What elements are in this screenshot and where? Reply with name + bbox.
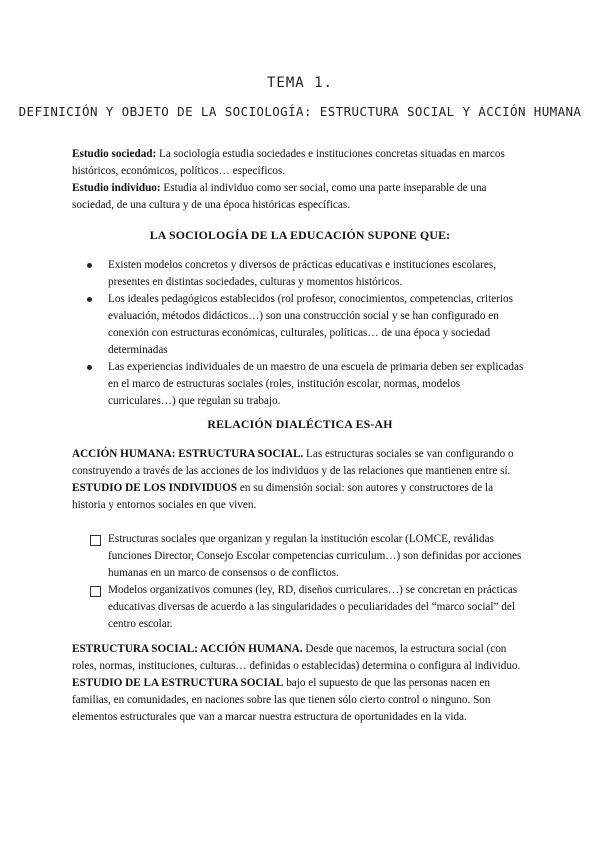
estudio-estructura-paragraph <box>72 675 528 726</box>
section1-heading: LA SOCIOLOGÍA DE LA EDUCACIÓN SUPONE QUE: <box>149 228 451 242</box>
section2-heading: RELACIÓN DIALÉCTICA ES-AH <box>207 417 393 431</box>
bullet-item <box>70 359 526 410</box>
bullet-item <box>70 257 526 291</box>
title-line-1: TEMA 1. <box>266 75 333 91</box>
bullet-dot-icon <box>87 263 92 268</box>
bullet-text: Los ideales pedagógicos establecidos (rol profesor, conocimientos, competencias, criterios evaluación, métodos didácticos…) son una construcción social y se han configurado en conexión con estructuras económicas, culturales, políticas… de una época y sociedad determinadas <box>108 293 513 356</box>
checklist-text: Estructuras sociales que organizan y regulan la institución escolar (LOMCE, reválidas funciones Director, Consejo Escolar competencias curriculum…) son definidas por acciones humanas en un marco de consensos o de conflictos. <box>108 533 522 579</box>
sociedad-label: Estudio sociedad: <box>72 148 157 160</box>
estudio-estructura-label: ESTUDIO DE LA ESTRUCTURA SOCIAL <box>72 677 284 689</box>
checklist-text: Modelos organizativos comunes (ley, RD, diseños curriculares…) se concretan en prácticas educativas diversas de acuerdo a las singularidades o peculiaridades del “marco social” del centro escolar. <box>108 584 518 630</box>
individuo-label: Estudio individuo: <box>72 182 161 194</box>
estudio-estructura-text: bajo el supuesto de que las personas nacen en familias, en comunidades, en naciones sobre las que tienen sólo cierto control o ninguno. Son elementos estructurales que van a marcar nuestra estructura de oportunidades en la vida. <box>72 677 491 723</box>
section1-bullets <box>70 257 526 410</box>
checkbox-icon <box>90 586 101 597</box>
accion-text: Las estructuras sociales se van configurando o construyendo a través de las acciones de los individuos y de las relaciones que mantienen entre sí. <box>72 448 514 477</box>
estudio-individuos-paragraph <box>72 480 528 514</box>
estructura-text: Desde que nacemos, la estructura social (con roles, normas, instituciones, culturas… definidas o establecidas) determina o configura al individuo. <box>72 643 521 672</box>
bullet-dot-icon <box>87 297 92 302</box>
estudio-individuos-label: ESTUDIO DE LOS INDIVIDUOS <box>72 482 238 494</box>
estudio-individuos-text: en su dimensión social: son autores y constructores de la historia y entornos sociales en que viven. <box>72 482 494 511</box>
accion-block <box>72 446 528 514</box>
estructura-label: ESTRUCTURA SOCIAL: ACCIÓN HUMANA. <box>72 643 303 655</box>
accion-label: ACCIÓN HUMANA: ESTRUCTURA SOCIAL. <box>72 448 304 460</box>
checklist <box>90 531 526 633</box>
intro-block <box>72 146 528 214</box>
bullet-item <box>70 291 526 359</box>
bullet-dot-icon <box>87 365 92 370</box>
estructura-paragraph <box>72 641 528 675</box>
checkbox-icon <box>90 535 101 546</box>
title-line-2: DEFINICIÓN Y OBJETO DE LA SOCIOLOGÍA: ESTRUCTURA SOCIAL Y ACCIÓN HUMANA <box>18 104 582 119</box>
bullet-text: Las experiencias individuales de un maestro de una escuela de primaria deben ser explicadas en el marco de estructuras sociales (roles, institución escolar, normas, modelos curriculares…) que regulan su trabajo. <box>108 361 524 407</box>
intro-individuo <box>72 180 528 214</box>
sociedad-text: La sociología estudia sociedades e instituciones concretas situadas en marcos históricos, económicos, políticos… específicos. <box>72 148 505 177</box>
bullet-text: Existen modelos concretos y diversos de prácticas educativas e instituciones escolares, presentes en distintas sociedades, culturas y momentos históricos. <box>108 259 497 288</box>
checklist-item <box>90 582 526 633</box>
estructura-block <box>72 641 528 726</box>
accion-paragraph <box>72 446 528 480</box>
intro-sociedad <box>72 146 528 180</box>
individuo-text: Estudia al individuo como ser social, como una parte inseparable de una sociedad, de una cultura y de una época históricas específicas. <box>72 182 487 211</box>
checklist-item <box>90 531 526 582</box>
